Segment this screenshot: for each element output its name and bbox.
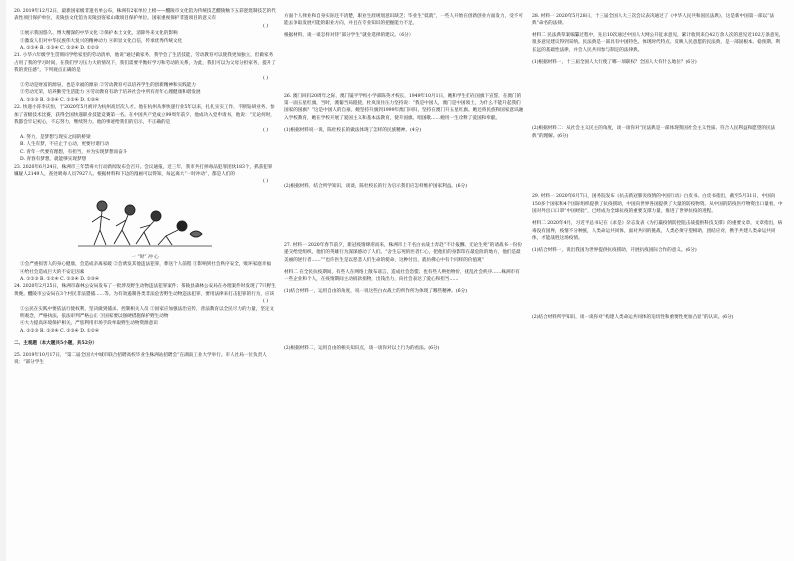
q27-subquestion-1: (1)结合材料一，运用自由的角度，说一说这些白衣战士的所作所为体现了哪些精神。(6分) xyxy=(284,289,467,295)
question-22 xyxy=(14,104,276,163)
answer-paren: ( ) xyxy=(262,179,268,185)
q20-choices: A. ①②④ B. ①③④ C. ②③④ D. ①②③ xyxy=(20,46,100,52)
q28-text: 28. 材料一 2020年5月28日，十三届全国人大三次会议表决通过了《中华人民共和国民法典》，这是新中国第一部以“法典”命名的法律。 xyxy=(532,13,775,26)
q21-choices: A. ①②③ B. ②③④ C. ①②④ D. ①③④ xyxy=(20,97,100,103)
cartoon-illustration xyxy=(70,190,220,254)
q29-material-2: 材料二 2020年4月，习近平总书记在《求是》杂志发表《为打赢疫情防控阻击战提供科技支撑》的重要文章，文章指出，病毒没有国界，疫情不分种族，人类命运共同体，面对共同的挑战，人类必须守望相助，团结应对，携手共建人类命运共同体，才能战胜这场疫情。 xyxy=(532,221,783,242)
q26-subquestion-2: (2)根据材料，结合所学知识，谈谈，陈杜校长的行为启示我们应怎样维护国家利益。(6分) xyxy=(284,184,467,190)
answer-space xyxy=(284,44,524,88)
q24-option-line: ①公民在实践中要依法行使权利，坚决做到捕杀、控制相关人员 ②国家应加强法治宣传，普法教育以全民尽力的力量，坚定文明观念，严格执法，依法审判严格公正 ③国家要以强硬措施保护野生动物 xyxy=(20,306,275,319)
cartoon-figures-icon xyxy=(70,190,220,254)
q23-choices: A. ①②③ B. ①②④ C. ①③④ D. ②③④ xyxy=(20,276,100,282)
q21-option-line: ①劳动是财富的源泉，也是幸福的源泉 ②劳动教育可以培养学生的创新精神和实践能力 xyxy=(20,83,197,89)
column-3 xyxy=(532,8,784,326)
q29-subquestion-1: (1)结合材料一，说出我国为世界提供抗疫援助，开展抗疫国际合作的意义。(6分) xyxy=(532,248,697,254)
q27-text: 27. 材料一 2020年春节前夕，新冠疫情肆虐而来，株洲市上千名白衣战士奔赴“不计报酬、无论生死”的请战书一份份递交给党组织，他们的英雄行为深深感动了人们。“舍生忘死的医者仁心，把他们的身影印在最危险的地方，他们是最美丽的逆行者……”“也许医生是以慈悲人们生命的使命，这种付出，就仿佛心中有个同样的价值观” xyxy=(284,243,522,263)
section-heading: 二、主观题（本大题共5小题，共52分） xyxy=(14,340,98,346)
q23-option-line: ①会严重损害人的身心健康，会造成亲离家破 ②会诱发其他违法犯罪，葬送个人前程 ③影响到社会秩序安全，败坏家庭幸福 ④给社会造成巨大的不安定因素 xyxy=(20,262,271,275)
q28-subquestion-2: (2)根据材料二：从社会主义民主的角度，谈一谈你对“民法典是一部体现我国社会主义性质、符合人民利益和愿望的民法典”的理解。(6分) xyxy=(532,126,776,139)
q29-subquestion-2: (2)结合材料所学知识，谈一谈你对“构建人类命运共同体的迫切性和重要性更加凸显”的认识。(6分) xyxy=(532,314,734,320)
q29-text: 29. 材料一 2020年6月7日，国务院发布《抗击新冠肺炎疫情的中国行动》白皮书。白皮书指出，截至5月31日，中国向150多个国家和4个国际组织提供了抗疫援助，中国向世界各国提供了大量的防疫物资。从中国的防疫医疗物资出口量看，中国对外出口口罩“中国经验”，已经成为全球抗疫的重要支撑力量，推进了世界抗疫的进程。 xyxy=(532,194,783,215)
question-23 xyxy=(14,164,276,284)
answer-space xyxy=(284,300,524,340)
binding-margin xyxy=(0,0,6,561)
q21-option-line: ③劳动光荣，培养勤劳生活能力 ④劳动教育有助于培养社会中所有青年心理健康和谐发展 xyxy=(20,90,201,96)
answer-paren: ( ) xyxy=(262,127,268,133)
answer-paren: ( ) xyxy=(262,299,268,305)
q28-material-2: 材料二 民法典草案编纂过程中，先后10次通过中国人大网公开征求意见，累计收到来自42万余人次的意见近102万条意见，很多意见建议得到采纳。民法典是一部具有中国特色、体现时代特点、反映人民意愿的民法典，是一部固根本、稳预期、利长远的基础性法律，并会人民共同参与制定的法律典。 xyxy=(532,33,784,53)
q26-subquestion-1: (1)根据材料说一说，陈杜校长的做法体现了怎样的民族精神。(4分) xyxy=(284,127,422,133)
question-24 xyxy=(14,283,276,335)
column-2 xyxy=(284,8,524,357)
q25-text: 25. 2019年10月17日，“第二届全国大中城市联合招聘高校毕业生株洲站招聘会”在湖南工业大学举行。市人社局一位负责人说：“部分学生 xyxy=(14,352,267,366)
q20-option-line: ③激发人们对中华民族伟大复兴的精神动力 ④彰显文化自信，传承优秀传统文化 xyxy=(20,38,183,44)
q24-option-line: ④大力提高环境保护相关，严惩利用市场手段牟取野生动物资源意识 xyxy=(20,321,158,327)
q28-subquestion-1: (1)根据材料一，十三届全国人大行使了哪一项职权？全国人大有什么地位？(6分) xyxy=(532,59,697,65)
q22-option-d: D. 青春有梦想，就能够实现梦想 xyxy=(20,157,87,163)
q22-option-b: B. 人生有梦，不应止于心动，更要付诸行动 xyxy=(20,142,109,148)
q25-continued-text: 方面个人择业和自身实际还不清楚，职业生涯规划意识缺乏；毕业生“低就”，一些人开始在创新创业方面发力，受不可能去争取发展可能的职业方向，并且在专业知识的把握能力不足。 xyxy=(284,13,523,26)
q22-option-a: A. 努力，是梦想与现实之间的桥梁 xyxy=(20,134,91,140)
answer-space xyxy=(532,145,784,189)
q24-text: 24. 2020年2月25日，株洲市森林公安局发布了一批涉及野生动物违法犯罪案件；茶陵县森林公安局在办理案件时发现了7只野生黄麂。醴陵市公安局在3个村民非法猎捕……等。为有效遏制各类非法危害野生动物违法犯罪，要用法律来打击犯罪的行为，应该 xyxy=(14,284,276,297)
answer-space xyxy=(284,195,524,237)
q20-text: 20. 2019年12月2日，最新国家级非遗名单公布，株洲有2家单位上榜——醴陵市文化馆为传统技艺醴陵釉下五彩瓷烧制技艺的代表性项目保护单位，炎陵县文化馆为炎陵县客家山歌项目保护单位。国家重视保护非遗项目的意义有 xyxy=(14,9,276,22)
question-21 xyxy=(14,52,276,104)
answer-paren: ( ) xyxy=(262,23,268,29)
q26-text: 26. 澳门回归20周年之际，澳门镜平学校小学部陈英才校长，1949年10月1日，她和学生们在国旗下宣誓，在澳门的第一面五星红旗，当时，澳葡当局阻挠，杜岚顶住压力坚持说：“我是中国人，澳门是中国领土，为什么不能升起我们国家的国旗？”这是中国人的自豪。她坚持升旗到1999年澳门回归，坚持在澳门升五星红旗。她还将民族和国家意识融入学校教育，她在学校开展了爱国主义和基本法教育，使升国旗、唱国歌……她用一生诠释了爱国和奉献。 xyxy=(284,93,524,121)
q22-option-c: C. 青年一代要有理想，有担当，并为实现梦想而奋斗 xyxy=(20,149,128,155)
q22-text: 22. 快递小哥李庆恒，于2020年5月被评为杭州高层次人才。他在杭州从事快递行业5年以来，扎扎实实工作，不断钻研业务，参加了省级技术比赛，获得全国快递职业技能竞赛第一名。在中国共产党成立99周年前夕，他成功入党申请书，他说：“无论何时，我都会牢记初心，不忘努力，继续努力。他的事迹给我们的启示，不正确的是 xyxy=(14,105,275,126)
answer-space xyxy=(532,259,784,309)
q23-text: 23. 2020年6月24日，株洲市三年禁毒大行动新闻发布会召开。会议通报，近三年，我市共打掉毒品犯罪团伙183个，抓获犯罪嫌疑人2149人，查处吸毒人员7927人。根据材料和下边的漫画可以得知，每远离大“一时冲动”，都是人们的 xyxy=(14,164,273,177)
q25-prompt: 根据材料，谈一谈怎样对待“部分学生”就业选择的建议。（6分） xyxy=(284,33,414,38)
answer-paren: ( ) xyxy=(262,75,268,81)
answer-space xyxy=(532,71,784,121)
q21-text: 21. 小华六年级学生贯彻同学给家里的劳动清单，他说“通过做家务，我学会了生活技能，劳动教育可以使我更加独立，但做家务占用了我的学习时间，在我们学习压力大的情况下，我们需要平衡好学习和劳动的关系，为此，我们可以为父母分担家务，提升了我的责任感”。下列观点正确的是 xyxy=(14,53,276,74)
q20-option-line: ①展示我国悠久、博大精深的中华文化 ②保护本土文化，消除外来文化的影响 xyxy=(20,31,178,37)
question-20 xyxy=(14,8,276,52)
q27-subquestion-2: (2)根据材料二，运用自由的相关知识点，谈一谈你对以上行为的看法。(6分) xyxy=(284,345,440,351)
q24-choices: A. ①②③ B. ①③④ C. ②③④ D. ①②④ xyxy=(20,328,100,334)
cartoon-caption: 一 “时” 冲 心 xyxy=(131,254,159,260)
answer-space xyxy=(284,139,524,179)
column-1 xyxy=(14,8,276,371)
q27-material-2: 材料二 在全民抗疫期间，有些人在网络上散布谣言，造成社会恐慌；也有些人哄抬物价，扰乱社会秩序……株洲市有一些企业和个人，在疫情期间主动捐款捐物，出钱出力，向社会表达了爱心和担当…… xyxy=(284,269,520,283)
